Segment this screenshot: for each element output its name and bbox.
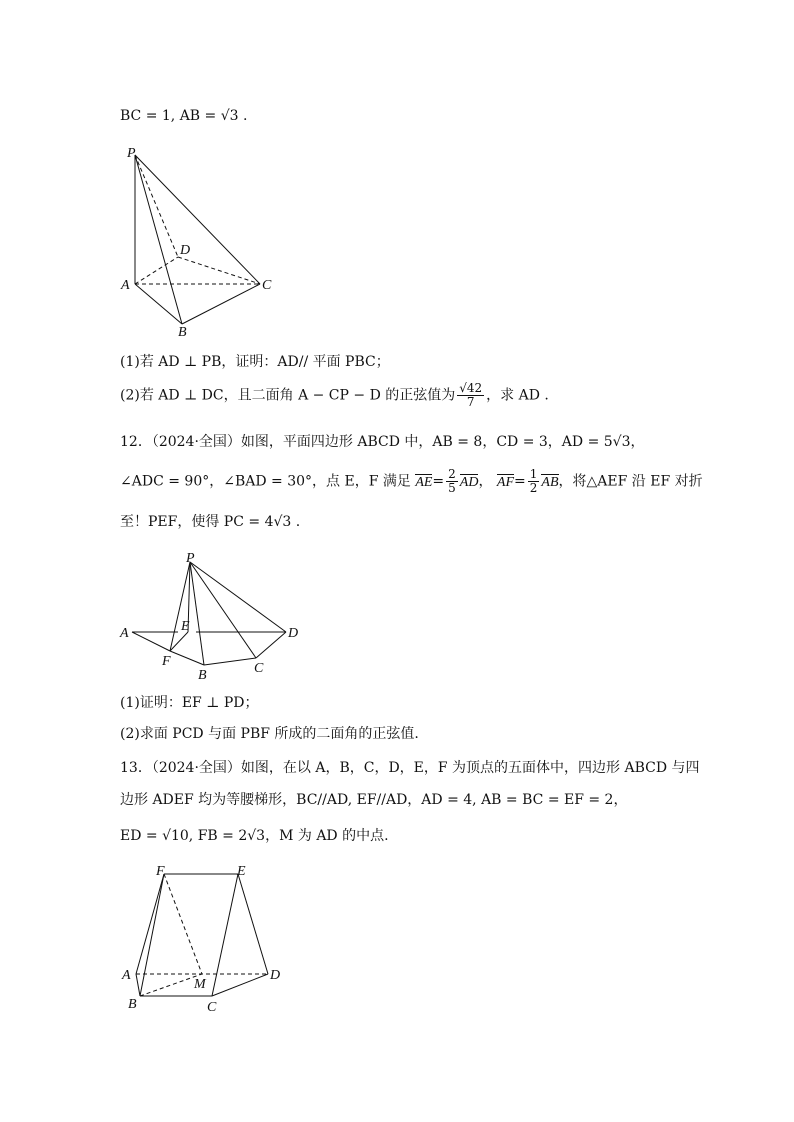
edge-FB	[170, 651, 204, 665]
q12-line2-text-a: ∠ADC = 90°，∠BAD = 30°，点 E，F 满足	[120, 473, 411, 490]
q11-part2-text-a: (2)若 AD ⊥ DC，且二面角 A − CP − D 的正弦值为	[120, 387, 456, 404]
q12-line2	[120, 468, 703, 495]
edge-PF	[170, 562, 190, 651]
equals-sign: =	[432, 473, 445, 490]
q11-part1: (1)若 AD ⊥ PB，证明：AD// 平面 PBC；	[120, 354, 390, 370]
q11-part2-fraction	[457, 382, 484, 409]
vector-AE: AE	[415, 474, 433, 490]
edge-AD	[135, 257, 178, 284]
edge-PC	[190, 562, 256, 658]
figure-q12-folded	[110, 548, 320, 683]
edge-EC	[212, 874, 238, 996]
fraction-denominator: 2	[529, 481, 538, 495]
edge-FA	[136, 874, 164, 974]
label-F: F	[162, 654, 171, 669]
label-P: P	[127, 146, 136, 161]
label-P: P	[186, 551, 195, 566]
edge-FM	[164, 874, 202, 974]
edge-PC	[135, 155, 260, 284]
edge-DC	[178, 257, 260, 284]
edge-FE	[170, 632, 188, 651]
label-A: A	[121, 278, 130, 293]
fraction-denominator: 5	[448, 481, 456, 495]
label-E: E	[237, 864, 246, 879]
fraction-2-5	[446, 468, 458, 495]
label-B: B	[178, 325, 187, 340]
comma: ，	[478, 473, 493, 490]
figure-q13-pentahedron	[110, 858, 300, 1018]
q13-line3: ED = √10, FB = 2√3，M 为 AD 的中点.	[120, 828, 389, 844]
edge-BC	[182, 284, 260, 324]
label-C: C	[262, 278, 272, 293]
label-A: A	[122, 968, 131, 983]
edge-PB	[135, 155, 182, 324]
label-D: D	[270, 968, 281, 983]
fraction-numerator: √42	[459, 381, 483, 395]
label-B: B	[198, 668, 207, 683]
equals-sign: =	[514, 473, 526, 490]
fraction-1-2	[528, 468, 540, 495]
edge-PB	[190, 562, 204, 665]
q13-line1: 13．（2024·全国）如图，在以 A，B，C，D，E，F 为顶点的五面体中，四边形 ABCD 与四	[120, 760, 700, 776]
fraction-denominator: 7	[466, 395, 475, 409]
vector-AD: AD	[459, 474, 479, 490]
q12-line2-text-b: ，将△AEF 沿 EF 对折	[558, 473, 703, 490]
label-A: A	[120, 626, 129, 641]
edge-FB	[140, 874, 164, 996]
figure-q11-pyramid	[110, 140, 290, 340]
label-F: F	[156, 864, 165, 879]
intro-line: BC = 1, AB = √3 .	[120, 108, 248, 124]
fraction-numerator: 1	[529, 467, 538, 481]
label-M: M	[194, 977, 206, 992]
edge-CD	[212, 974, 268, 996]
label-E: E	[181, 619, 190, 634]
edge-AB	[135, 284, 182, 324]
edge-PD	[190, 562, 286, 632]
q12-line1: 12．（2024·全国）如图，平面四边形 ABCD 中，AB = 8，CD = 3，AD = 5√3，	[120, 434, 645, 450]
edge-BC	[204, 658, 256, 665]
q12-line3: 至！PEF，使得 PC = 4√3 .	[120, 514, 301, 530]
edge-BM	[140, 974, 202, 996]
vector-AB: AB	[541, 474, 559, 490]
edge-AB	[136, 974, 140, 996]
label-C: C	[207, 1000, 217, 1015]
q11-part2-text-b: ，求 AD .	[486, 387, 549, 404]
label-D: D	[288, 626, 299, 641]
q11-part2	[120, 382, 549, 409]
q13-line2: 边形 ADEF 均为等腰梯形，BC//AD, EF//AD，AD = 4, AB = BC = EF = 2，	[120, 792, 628, 808]
label-B: B	[128, 997, 137, 1012]
edge-AF	[132, 632, 170, 651]
edge-CD	[256, 632, 286, 658]
edge-PD	[135, 155, 178, 257]
fraction-numerator: 2	[448, 467, 456, 481]
q12-part2: (2)求面 PCD 与面 PBF 所成的二面角的正弦值.	[120, 726, 419, 742]
edge-ED	[238, 874, 268, 974]
label-D: D	[180, 243, 191, 258]
label-C: C	[254, 661, 264, 676]
q12-part1: (1)证明：EF ⊥ PD；	[120, 695, 259, 711]
vector-AF: AF	[496, 474, 515, 490]
